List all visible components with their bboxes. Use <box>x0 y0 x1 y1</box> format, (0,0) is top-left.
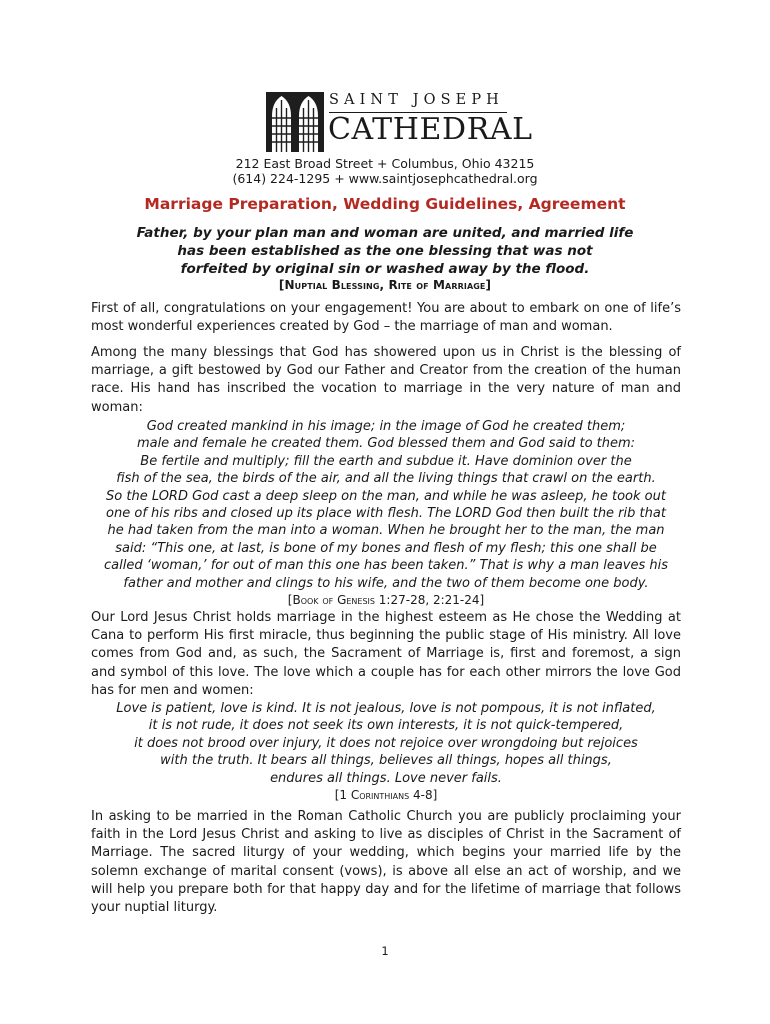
prayer-line: forfeited by original sin or washed away by the flood. <box>180 261 590 277</box>
paragraph-lord-jesus: Our Lord Jesus Christ holds marriage in the highest esteem as He chose the Wedding at Cana to perform His first miracle, thus beginning the public stage of His ministry. All love comes from God and, as such, the Sacrament of Marriage is, first and foremost, a sign and symbol of this love. The love which a couple has for each other mirrors the love God has for men and women: <box>91 610 681 698</box>
quote-line: Be fertile and multiply; fill the earth and subdue it. Have dominion over the <box>140 453 632 469</box>
page-number: 1 <box>381 944 389 958</box>
paragraph-roman-catholic: In asking to be married in the Roman Catholic Church you are publicly proclaiming your faith in the Lord Jesus Christ and asking to live as disciples of Christ in the Sacrament of Marriage. The sacred liturgy of your wedding, which begins your married life by the solemn exchange of marital consent (vows), is above all else an act of worship, and we will help you prepare both for that happy day and for the lifetime of marriage that follows your nuptial liturgy. <box>91 809 681 916</box>
quote-line: male and female he created them. God blessed them and God said to them: <box>136 436 636 452</box>
cathedral-windows-icon <box>266 92 324 152</box>
quote-line: endures all things. Love never fails. <box>270 770 502 786</box>
quote-line: with the truth. It bears all things, believes all things, hopes all things, <box>160 753 612 769</box>
address-line: 212 East Broad Street + Columbus, Ohio 43215 <box>235 156 535 171</box>
contact-line: (614) 224-1295 + www.saintjosephcathedral.org <box>232 171 538 186</box>
quote-line: he had taken from the man into a woman. When he brought her to the man, the man <box>107 523 665 539</box>
genesis-citation: [Book of Genesis 1:27-28, 2:21-24] <box>287 593 485 608</box>
quote-line: fish of the sea, the birds of the air, and all the living things that crawl on the earth. <box>116 471 656 487</box>
quote-line: it does not brood over injury, it does not rejoice over wrongdoing but rejoices <box>134 735 638 751</box>
nuptial-blessing-citation: [Nuptial Blessing, Rite of Marriage] <box>278 278 492 292</box>
logo-saint-joseph: SAINT JOSEPH <box>329 92 504 108</box>
genesis-quote <box>91 418 681 609</box>
prayer-line: Father, by your plan man and woman are united, and married life <box>136 225 634 241</box>
quote-line: said: “This one, at last, is bone of my bones and flesh of my flesh; this one shall be <box>115 540 657 556</box>
quote-line: So the LORD God cast a deep sleep on the man, and while he was asleep, he took out <box>106 488 666 504</box>
quote-line: God created mankind in his image; in the image of God he created them; <box>146 419 626 434</box>
cathedral-logo <box>266 92 533 154</box>
quote-line: father and mother and clings to his wife, and the two of them become one body. <box>123 575 649 591</box>
logo-cathedral: CATHEDRAL <box>328 112 533 147</box>
paragraph-blessings: Among the many blessings that God has showered upon us in Christ is the blessing of marriage, a gift bestowed by God our Father and Creator from the creation of the human race. His hand has inscribed the vocation to marriage in the very nature of man and woman: <box>91 345 681 415</box>
prayer-line: has been established as the one blessing that was not <box>177 243 593 259</box>
quote-line: it is not rude, it does not seek its own interests, it is not quick-tempered, <box>148 718 624 734</box>
quote-line: Love is patient, love is kind. It is not jealous, love is not pompous, it is not inflated, <box>116 701 656 716</box>
quote-line: one of his ribs and closed up its place with flesh. The LORD God then built the rib that <box>106 506 666 522</box>
corinthians-quote <box>91 700 681 804</box>
document-title: Marriage Preparation, Wedding Guidelines, Agreement <box>144 195 626 213</box>
corinthians-citation: [1 Corinthians 4-8] <box>334 788 438 803</box>
paragraph-congratulations: First of all, congratulations on your engagement! You are about to embark on one of life’s most wonderful experiences created by God – the marriage of man and woman. <box>91 301 681 335</box>
quote-line: called ‘woman,’ for out of man this one has been taken.” That is why a man leaves his <box>103 558 669 574</box>
